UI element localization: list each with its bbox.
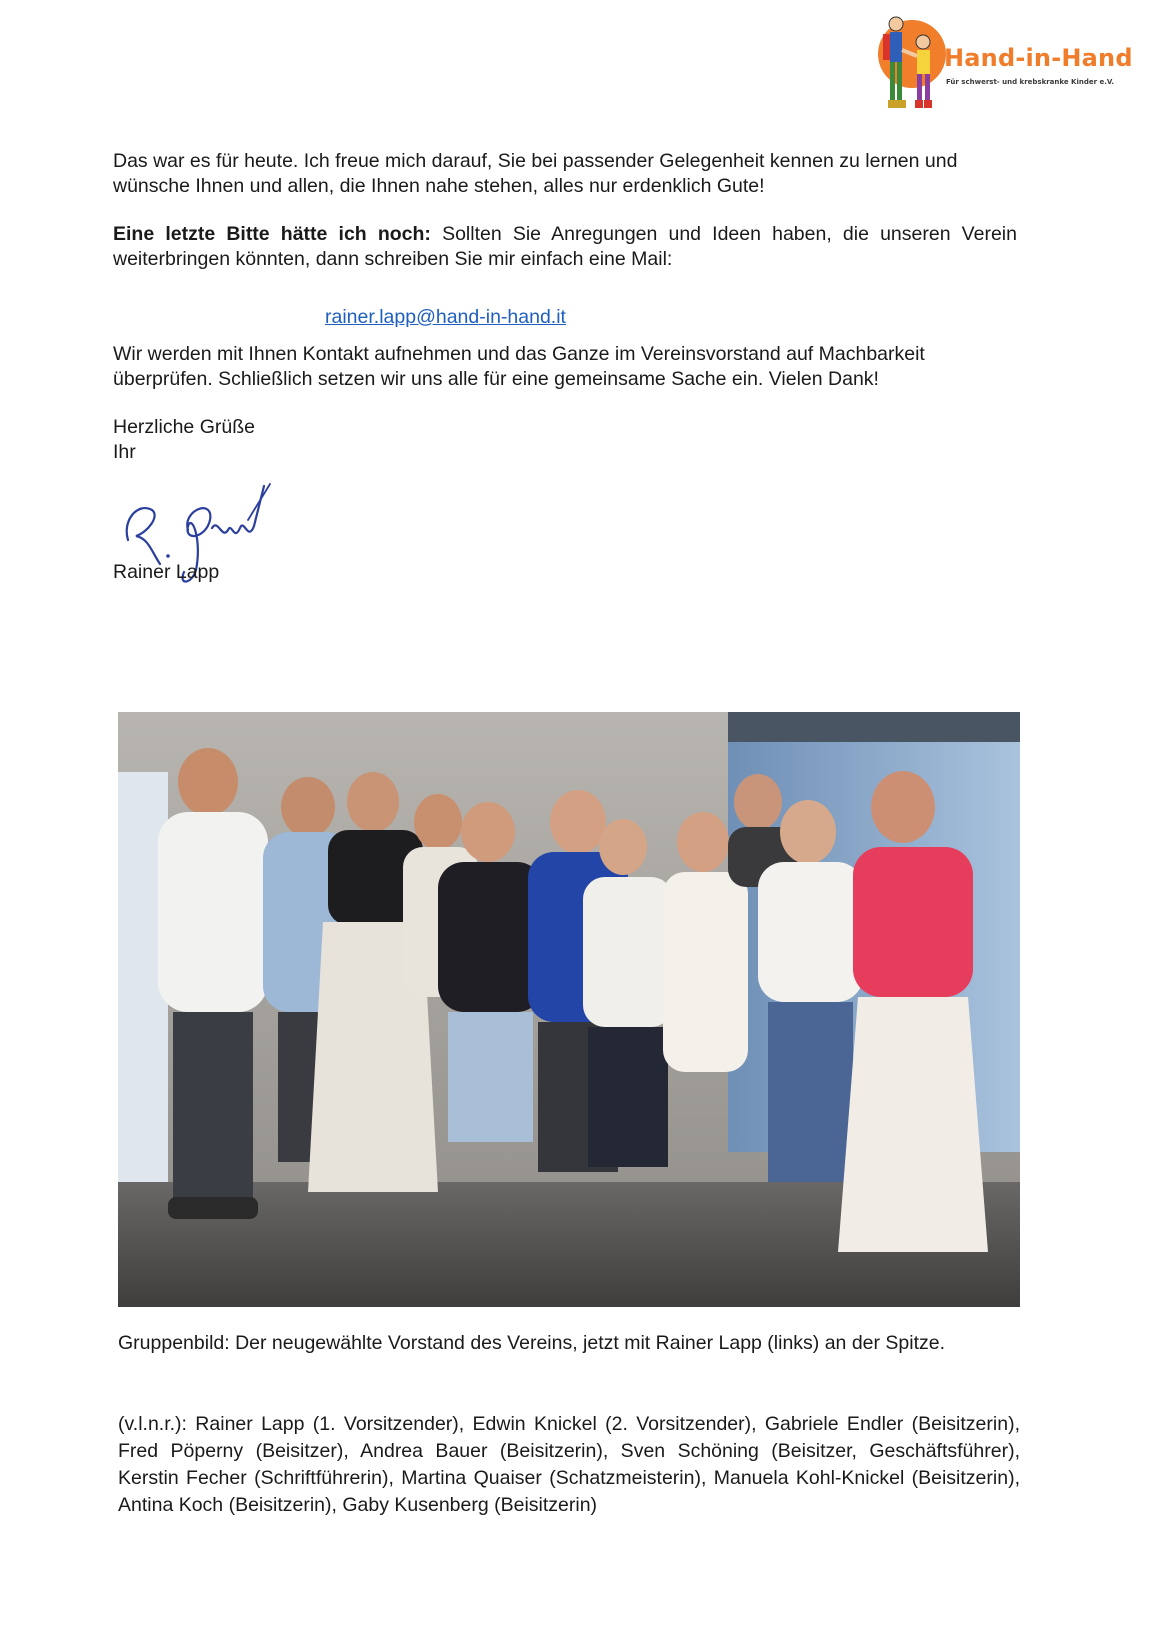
logo-subtitle: Für schwerst- und krebskranke Kinder e.V.: [946, 78, 1115, 86]
photo-caption: Gruppenbild: Der neugewählte Vorstand des Vereins, jetzt mit Rainer Lapp (links) an der Spitze.: [118, 1332, 946, 1354]
closing-paragraph: Das war es für heute. Ich freue mich darauf, Sie bei passender Gelegenheit kennen zu lernen und wünsche Ihnen und allen, die Ihnen nahe stehen, alles nur erdenklich Gute!: [113, 150, 958, 197]
greeting: Herzliche Grüße: [113, 416, 255, 438]
hand-in-hand-logo: [868, 10, 1140, 122]
email-link[interactable]: rainer.lapp@hand-in-hand.it: [325, 306, 566, 328]
signature-name: Rainer Lapp: [113, 561, 220, 583]
logo-figures-icon: [868, 10, 948, 122]
logo-title: Hand-in-Hand: [944, 44, 1133, 72]
request-paragraph: [113, 222, 1017, 272]
group-photo: [118, 712, 1020, 1307]
request-heading: Eine letzte Bitte hätte ich noch:: [113, 223, 431, 245]
followup-paragraph: Wir werden mit Ihnen Kontakt aufnehmen und das Ganze im Vereinsvorstand auf Machbarkeit überprüfen. Schließlich setzen wir uns alle für eine gemeinsame Sache ein. Vielen Dank!: [113, 343, 925, 390]
request-text: Sollten Sie Anregungen und Ideen haben, die unseren Verein weiterbringen könnten, dann schreiben Sie mir einfach eine Mail:: [113, 223, 1017, 270]
photo-names: (v.l.n.r.): Rainer Lapp (1. Vorsitzender), Edwin Knickel (2. Vorsitzender), Gabriele Endler (Beisitzerin), Fred Pöperny (Beisitzer), Andrea Bauer (Beisitzerin), Sven Schöning (Beisitzer, Geschäftsführer), Kerstin Fecher (Schriftführerin), Martina Quaiser (Schatzmeisterin), Manuela Kohl-Knickel (Beisitzerin), Antina Koch (Beisitzerin), Gaby Kusenberg (Beisitzerin): [118, 1413, 1020, 1516]
greeting-ihr: Ihr: [113, 441, 136, 463]
